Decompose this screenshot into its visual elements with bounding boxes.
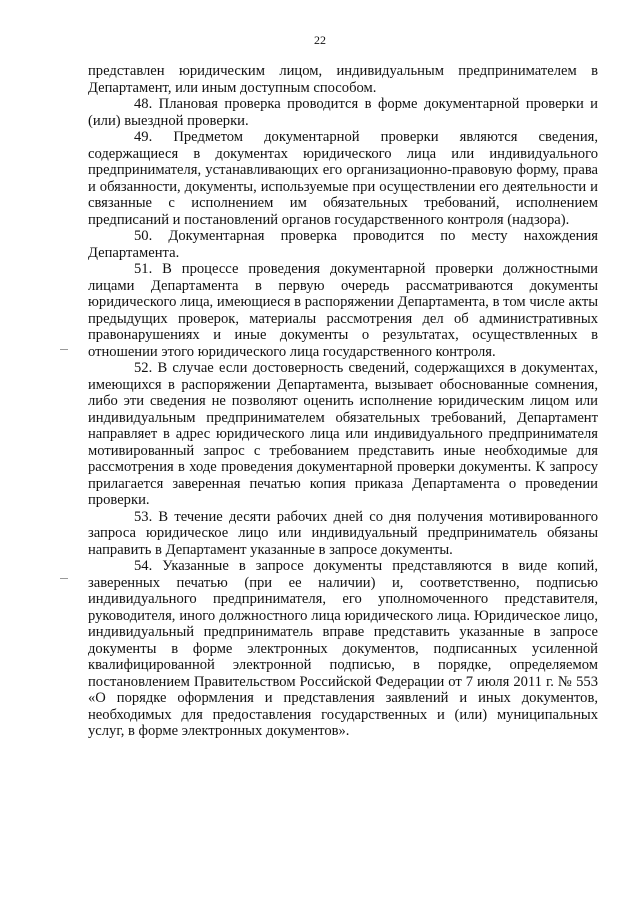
document-body: [88, 63, 598, 740]
margin-mark: [60, 349, 68, 350]
paragraph-52: 52. В случае если достоверность сведений, содержащихся в документах, имеющихся в распоряжении Департамента, вызывает обоснованные сомнения, либо эти сведения не позволяют оценить исполнение юридическим лицом или индивидуальным предпринимателем обязательных требований, Департамент направляет в адрес юридического лица или индивидуального предпринимателя мотивированный запрос с требованием представить иные необходимые для рассмотрения в ходе проведения документарной проверки документы. К запросу прилагается заверенная печатью копия приказа Департамента о проведении проверки.: [88, 360, 598, 508]
paragraph-51: 51. В процессе проведения документарной проверки должностными лицами Департамента в первую очередь рассматриваются документы юридического лица, имеющиеся в распоряжении Департамента, в том числе акты предыдущих проверок, материалы рассмотрения дел об административных правонарушениях и иные документы о результатах, осуществленных в отношении этого юридического лица государственного контроля.: [88, 261, 598, 360]
paragraph-49: 49. Предметом документарной проверки являются сведения, содержащиеся в документах юридического лица или индивидуального предпринимателя, устанавливающих его организационно-правовую форму, права и обязанности, документы, используемые при осуществлении его деятельности и связанные с исполнением им обязательных требований, исполнением предписаний и постановлений органов государственного контроля (надзора).: [88, 129, 598, 228]
paragraph-continuation: представлен юридическим лицом, индивидуальным предпринимателем в Департамент, или иным доступным способом.: [88, 63, 598, 96]
paragraph-53: 53. В течение десяти рабочих дней со дня получения мотивированного запроса юридическое лицо или индивидуальный предприниматель обязаны направить в Департамент указанные в запросе документы.: [88, 508, 598, 558]
page-number: 22: [314, 33, 326, 47]
margin-mark: [60, 578, 68, 579]
paragraph-50: 50. Документарная проверка проводится по месту нахождения Департамента.: [88, 228, 598, 261]
paragraph-48: 48. Плановая проверка проводится в форме документарной проверки и (или) выездной проверки.: [88, 96, 598, 129]
paragraph-54: 54. Указанные в запросе документы представляются в виде копий, заверенных печатью (при ее наличии) и, соответственно, подписью индивидуального предпринимателя, его уполномоченного представителя, руководителя, иного должностного лица юридического лица. Юридическое лицо, индивидуальный предприниматель вправе представить указанные в запросе документы в форме электронных документов, подписанных усиленной квалифицированной электронной подписью, в порядке, определяемом постановлением Правительством Российской Федерации от 7 июля 2011 г. № 553 «О порядке оформления и представления заявлений и иных документов, необходимых для предоставления государственных и (или) муниципальных услуг, в форме электронных документов».: [88, 558, 598, 739]
